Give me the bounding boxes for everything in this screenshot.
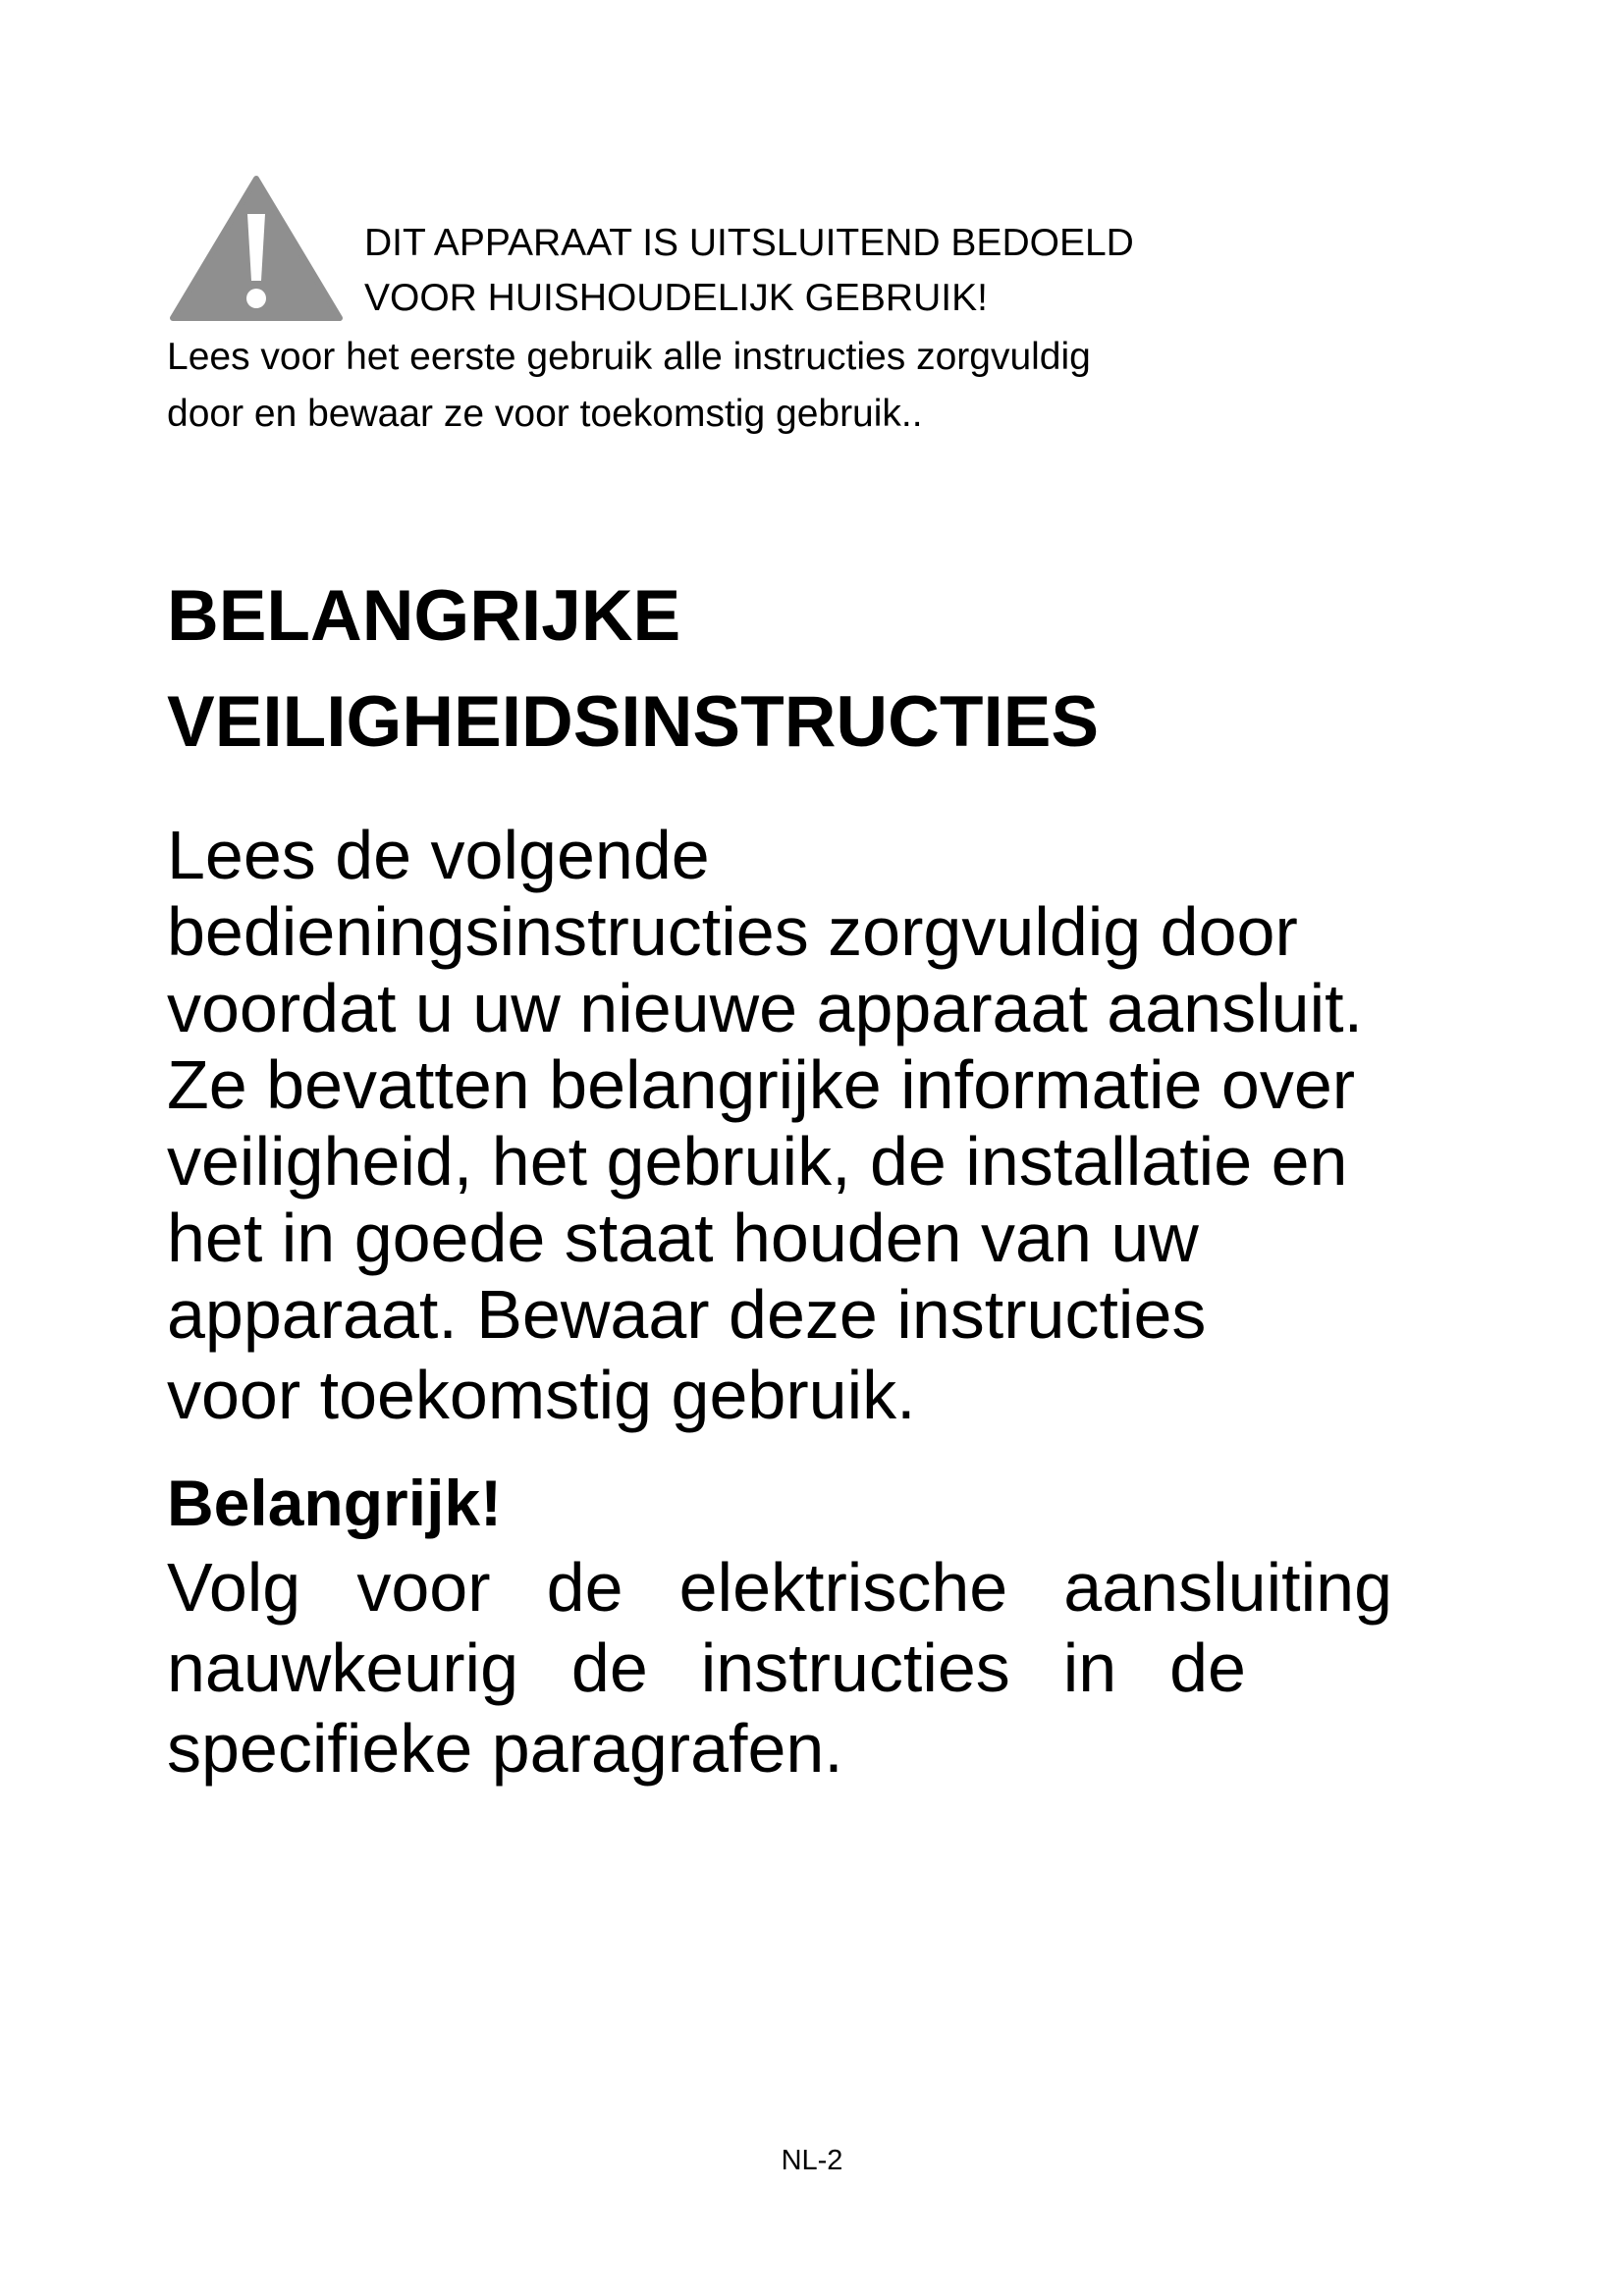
body-paragraph-line: voordat u uw nieuwe apparaat aansluit. xyxy=(167,970,1364,1046)
page-title-line-1: BELANGRIJKE xyxy=(167,576,681,656)
important-paragraph-line: nauwkeurig de instructies in de xyxy=(167,1629,1246,1706)
warning-text-line-2: VOOR HUISHOUDELIJK GEBRUIK! xyxy=(364,277,988,319)
warning-text-line-1: DIT APPARAAT IS UITSLUITEND BEDOELD xyxy=(364,222,1134,264)
important-paragraph-line: specifieke paragrafen. xyxy=(167,1710,843,1787)
body-paragraph-line: apparaat. Bewaar deze instructies xyxy=(167,1276,1207,1353)
intro-text-line-1: Lees voor het eerste gebruik alle instructies zorgvuldig xyxy=(167,336,1091,378)
body-paragraph-line: het in goede staat houden van uw xyxy=(167,1200,1199,1276)
body-paragraph-line: Ze bevatten belangrijke informatie over xyxy=(167,1046,1356,1123)
body-paragraph-line: Lees de volgende xyxy=(167,817,710,893)
page-number: NL-2 xyxy=(781,2145,843,2176)
important-paragraph-line: Volg voor de elektrische aansluiting xyxy=(167,1549,1392,1626)
warning-triangle-icon xyxy=(169,175,344,322)
important-heading: Belangrijk! xyxy=(167,1467,503,1539)
body-paragraph-line: voor toekomstig gebruik. xyxy=(167,1357,916,1433)
body-paragraph-line: bedieningsinstructies zorgvuldig door xyxy=(167,893,1298,970)
intro-text-line-2: door en bewaar ze voor toekomstig gebruik.. xyxy=(167,393,923,435)
body-paragraph-line: veiligheid, het gebruik, de installatie en xyxy=(167,1123,1348,1200)
page-title-line-2: VEILIGHEIDSINSTRUCTIES xyxy=(167,682,1100,762)
